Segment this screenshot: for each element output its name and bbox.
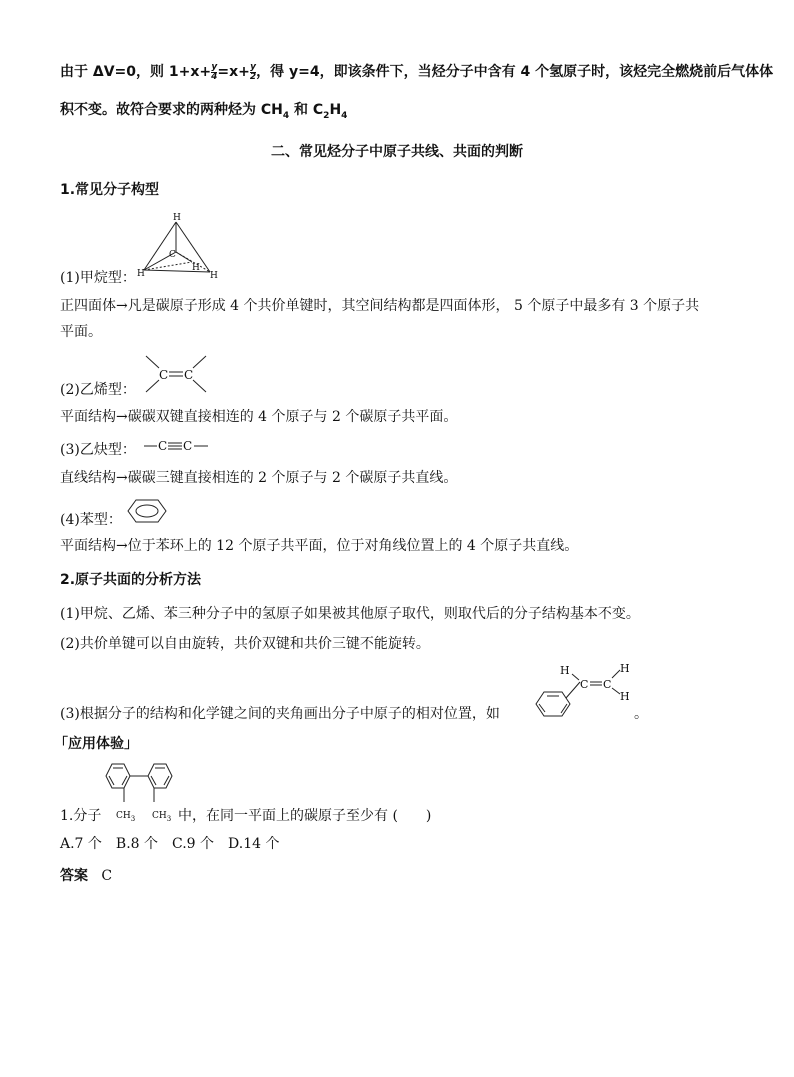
fraction-numerator: y [250,61,256,72]
atom-c1: C [158,439,168,453]
atom-h-right: H [210,271,218,281]
atom-c2: C [603,678,612,691]
subsection-title-2: 2.原子共面的分析方法 [60,572,202,588]
practice-title: 「应用体验」 [54,736,138,752]
ch3-label-1 [116,806,135,829]
text-fragment: =x+ [217,64,250,80]
atom-h3: H [620,690,630,703]
methane-desc-1: 正四面体→凡是碳原子形成 4 个共价单键时，其空间结构都是四面体形， 5 个原子中最多有 3 个原子共 [60,298,700,314]
text-fragment: 和 C [289,102,324,118]
acetylene-desc: 直线结构→碳碳三键直接相连的 2 个原子与 2 个碳原子共直线。 [60,470,458,486]
atom-c2: C [184,368,194,382]
benzene-structure [126,498,168,524]
question-1-options: A.7 个 B.8 个 C.9 个 D.14 个 [60,836,280,852]
method-1: (1)甲烷、乙烯、苯三种分子中的氢原子如果被其他原子取代，则取代后的分子结构基本不变。 [60,606,640,622]
method-3-end: 。 [634,706,648,722]
acetylene-label: (3)乙炔型： [60,442,136,458]
text-fragment: CH [152,811,167,821]
section-title: 二、常见烃分子中原子共线、共面的判断 [271,144,523,160]
atom-h-left: H [137,269,145,279]
benzene-label: (4)苯型： [60,512,122,528]
ethylene-label: (2)乙烯型： [60,382,136,398]
fraction-denominator: 2 [249,71,257,82]
text-fragment: ，得 y=4，即该条件下，当烃分子中含有 4 个氢原子时，该烃完全燃烧前后气体体 [256,64,774,80]
answer-value: C [101,868,113,884]
atom-c2: C [183,439,193,453]
text-fragment: 由于 ΔV=0，则 1+x+ [60,64,212,80]
fraction-numerator: y [211,61,218,72]
methane-label: (1)甲烷型： [60,270,136,286]
question-1-prefix: 1.分子 [60,808,102,824]
subscript: 3 [166,814,172,823]
methane-structure [132,210,222,285]
answer-line [60,866,112,886]
subscript: 3 [130,814,136,823]
method-2: (2)共价单键可以自由旋转，共价双键和共价三键不能旋转。 [60,636,430,652]
method-3: (3)根据分子的结构和化学键之间的夹角画出分子中原子的相对位置，如 [60,706,500,722]
fraction-denominator: 4 [211,71,218,82]
atom-h2: H [620,662,630,675]
atom-c: C [169,250,176,260]
atom-h-mid: H [192,263,200,273]
methane-desc-2: 平面。 [60,324,102,340]
text-fragment: 积不变。故符合要求的两种烃为 CH [60,102,283,118]
subscript: 4 [341,110,348,121]
text-fragment: CH [116,811,131,821]
paragraph-line-1 [60,62,773,82]
benzene-desc: 平面结构→位于苯环上的 12 个原子共平面，位于对角线位置上的 4 个原子共直线。 [60,538,579,554]
subscript: 2 [323,110,330,121]
styrene-structure [532,660,632,720]
text-fragment: H [329,102,342,118]
atom-h-top: H [173,213,181,223]
ethylene-desc: 平面结构→碳碳双键直接相连的 4 个原子与 2 个碳原子共平面。 [60,409,458,425]
ethylene-structure [142,352,212,396]
subscript: 4 [282,110,290,121]
atom-c1: C [580,678,589,691]
answer-label: 答案 [60,868,88,884]
atom-c1: C [159,368,169,382]
acetylene-structure [142,438,214,454]
question-1-suffix: 中，在同一平面上的碳原子至少有 ( ) [178,808,432,824]
subsection-title-1: 1.常见分子构型 [60,182,160,198]
ch3-label-2 [152,806,171,829]
atom-h1: H [560,664,570,677]
paragraph-line-2 [60,100,347,126]
